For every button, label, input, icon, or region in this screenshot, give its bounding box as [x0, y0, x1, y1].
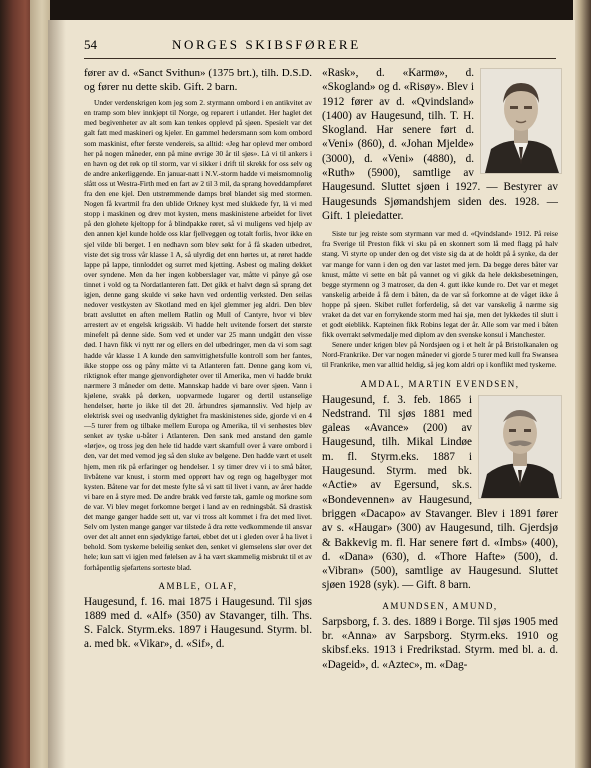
right-narrative-1: Siste tur jeg reiste som styrmann var med d. «Qvindsland» 1912. På reise fra Sverige til Preston fikk vi sku på en skonnert som lå med flagg på halv stang. Vi styrte op under den og det viste sig da at de holdt på å synke, da der var mange for vann i den og den var lastet med jern. Da begge deres båter var knust, måtte vi sette en båt på vannet og vi gikk da hele dekksbesetningen, begge styrmenn og 3 matroser, da den 4. gutt ikke kunde ro. Det var et meget vanskelig arbeide å få dem i båten, da de var så forkomne at de våget ikke å hoppe på sjøen. Skibet rullet forferdelig, så det var vanskelig å nærme sig vraket da det var en forrykende storm med hai sjø, men det lykkedes til slutt i et godt øieblikk. Kapteinen fikk Robins legat der år. Alle som var med i båten fikk overrakt sølvmedalje med diplom av den svenske konsul i Manchester. [322, 229, 558, 340]
entry-amdal-martin: Haugesund, f. 3. feb. 1865 i Nedstrand. Til sjøs 1881 med galeas «Avance» (200) av Haugesund, tilh. Mikal Lindøe m. fl. Styrm.eks. 1887 i Haugesund. Styrm. med bk. «Actie» av Egersund, sk.s. «Bondevennen» av Haugesund, briggen «Dacapo» av Stavanger. Blev i 1891 fører av s. «Haugar» (300) av Haugesund, tilh. Gjerdsjø & Bakkevig m. fl. Har senere ført d. «Imbs» (400), d. «Dana» (630), d. «Thore Hafte» (500), d. «Vibran» (500), samtlige av Haugesund. Sluttet sjøen 1928 (syk). — Gift. 8 barn. [322, 393, 558, 592]
running-header [84, 36, 556, 59]
portrait-photo-2 [478, 395, 562, 499]
right-narrative-2: Senere under krigen blev på Nordsjøen og i et helt år på Bristolkanalen og Nord-Frankrike. Der var nogen måneder vi gjorde 5 turer med kull fra Swansea til Frankrike, men var alltid heldig, så jeg kom aldri op i konflikt med tyskerne. [322, 340, 558, 370]
left-intro: fører av d. «Sanct Svithun» (1375 brt.), tilh. D.S.D. og fører nu dette skib. Gift. 2 barn. [84, 67, 312, 94]
gutter-shadow [48, 20, 66, 768]
left-narrative: Under verdenskrigen kom jeg som 2. styrmann ombord i en antikvitet av en tramp som blev innkjøpt til Norge, og reparert i utlandet. Her haglet det med begivenheter av alt som kan tenkes opplevd på sjøen. Spesielt var det galt fatt med maskineri og kjeler. En gammel hedersmann som kom ombord som maskinist, efter første vendereis, sa alltid: «Jeg har oplevd mer ombord her på nogen måneder, enn på mine øvrige 30 år til sjøs». Là vi til ankers i en havn og det røk op til storm, var vi sikker i drift til skrekk for oss selv og de andre ankerliggende. En januar-natt i N.V.-storm hadde vi møismomnolig slått oss ut Westra-Firth med en fart av 2 til 3 mil, da sprang hoveddampføret fra den ene kjel. Den utstrømmende damps brøl blandet sig med stormen. Nogen få kvartmil fra den ublide Orkney kyst med slukkede fyr, là vi med stopp i maskinen og drev mot kysten, mens maskinistene arbeidet for livet på den glohete kjeltopp for å blindpakke røret, så vi muligens ved hjelp av den annen kjel kunde holde oss klar fjellveggen og totalt forlis, hvor ikke en sjel vilde bli berget. I en nedhavn som blev søkt for å få skaden utbedret, viste det sig tross vår klasse 1 A, så ulyrdig det enn hørtes ut, at røret hadde lappe på lappe, tinnloddet og surret med kjetting. Asbest og maling dekket over syndene. Men da her ingen kobberslager var, måtte vi pånye gå ose tinnet i vold og ta Nordatlanteren fatt. Det gikk et halvt døgn så sprang det igjen, denne gang skulde vi søke havn ved ordentlig verksted. Den seilas nedover vestkysten av Skotland med en kjel glemmer jeg aldri. Den blev bratt avsluttet en aften mellem Ratlin og Mull of Cantyre, hvor vi blev arrestert av et engelsk krigsskib. Vi hadde helt uvitende forsert det største minefelt på denne side. Som ved et under var 25 mann undgått den visse død. I havn fikk vi nytt rør og ellers en del utbedringer, men da vi som sagt hadde vår klasse 1 A kunde den samvittighetsfulle kontroll som her fantes, ikke stoppe oss og påny måtte vi ta Atlanteren fatt. Denne gang kom vi, riktignok efter mange gjenvordigheter over til Amerika, men vi hadde brukt nærmere 3 måneder om dette. Mannskap hadde vi bare over sjøen. Vann i kjølene, svakk på dørken, uopvarmede lugarer og dertil ustanselige hendelser, hørte jo ikke til det 20. århundres sjømannsliv. Ved hjelp av elektrisk svei og usedvanlig dyktighet fra maskinistenes side, gjorde vi en 4—5 turer frem og tilbake mellem Europa og Amerika, til vi senhøstes blev senket av tyske u-båter i Atlanteren. Den sank med anstand den gamle «lørje», og tross jeg den hele tid hadde vært skamfull over å være ombord i den, var det med vemod jeg så den sluke av bølgene. Den hadde vært et uselt hjem, men rik på erfaringer og hendelser. 1 sy timer drev vi i to små båter, livbåtene var knust, i storm med opprørt hav og regn og hagelbyger mot kysten. Båtene var for det meste fylte så vi satt til livet i vann, av årer hadde vi bare en å styre med. De andre brakk ved første tak, gamle og morkne som de var. Vi blev meget forkomne berget i land av en redningsbåt. Så drastisk det mange ganger hadde sett ut, var vi tross alt kommet i fra det med livet. Selv om lysten mange ganger var tilstede å dra rette vedkommende til ansvar over det alt annet enn sjødyktige fartøi, ebbet det ut i gleden over å ha livet i behold. Som tyskerne beleilig senket den, senket vi glemselens slør over det hele; kun satt vi igjen med følelsen av å ha vært skammelig misbrukt til et av forhåpentlig sjøfartens sorteste blad. [84, 98, 312, 572]
heading-amundsen-amund: AMUNDSEN, AMUND, [382, 600, 498, 611]
entry-amble-olaf: Haugesund, f. 16. mai 1875 i Haugesund. Til sjøs 1889 med d. «Alf» (350) av Stavanger, tilh. Ths. S. Falck. Styrm.eks. 1897 i Haugesund. Styrm. bl. a. med bk. «Vikar», d. «Sif», d. [84, 595, 312, 651]
page-stack-edge [30, 0, 50, 768]
portrait-2-graphic [479, 396, 561, 498]
page-edge-right [573, 0, 591, 768]
entry-continuation: «Rask», d. «Karmø», d. «Skogland» og d. «Risøy». Blev i 1912 fører av d. «Qvindsland» (1400) av Haugesund, tilh. T. H. Skogland. Har senere ført d. «Veni» (860), d. «Johan Mjelde» (3000), d. «Veni» (4880), d. «Ruth» (5900), samtlige av Haugesund. Sluttet sjøen i 1927. — Bestyrer av Haugesunds Sjømandshjem siden des. 1928. — Gift. 1 pleiedatter. [322, 67, 558, 222]
running-title: NORGES SKIBSFØRERE [172, 37, 361, 52]
entry-amundsen-amund: Sarpsborg, f. 3. des. 1889 i Borge. Til sjøs 1905 med br. «Anna» av Sarpsborg. Styrm.eks. 1910 og skibsf.eks. 1913 i Fredrikstad. Styrm. med bl. a. d. «Dageid», d. «Aztec», m. «Dag- [322, 615, 558, 671]
right-column [322, 66, 558, 672]
left-column [84, 66, 312, 652]
heading-amble-olaf: AMBLE, OLAF, [158, 580, 238, 591]
heading-amdal-martin: AMDAL, MARTIN EVENDSEN, [360, 378, 520, 389]
page-number: 54 [84, 37, 97, 52]
portrait-photo-1 [480, 68, 562, 174]
portrait-1-graphic [481, 69, 561, 173]
